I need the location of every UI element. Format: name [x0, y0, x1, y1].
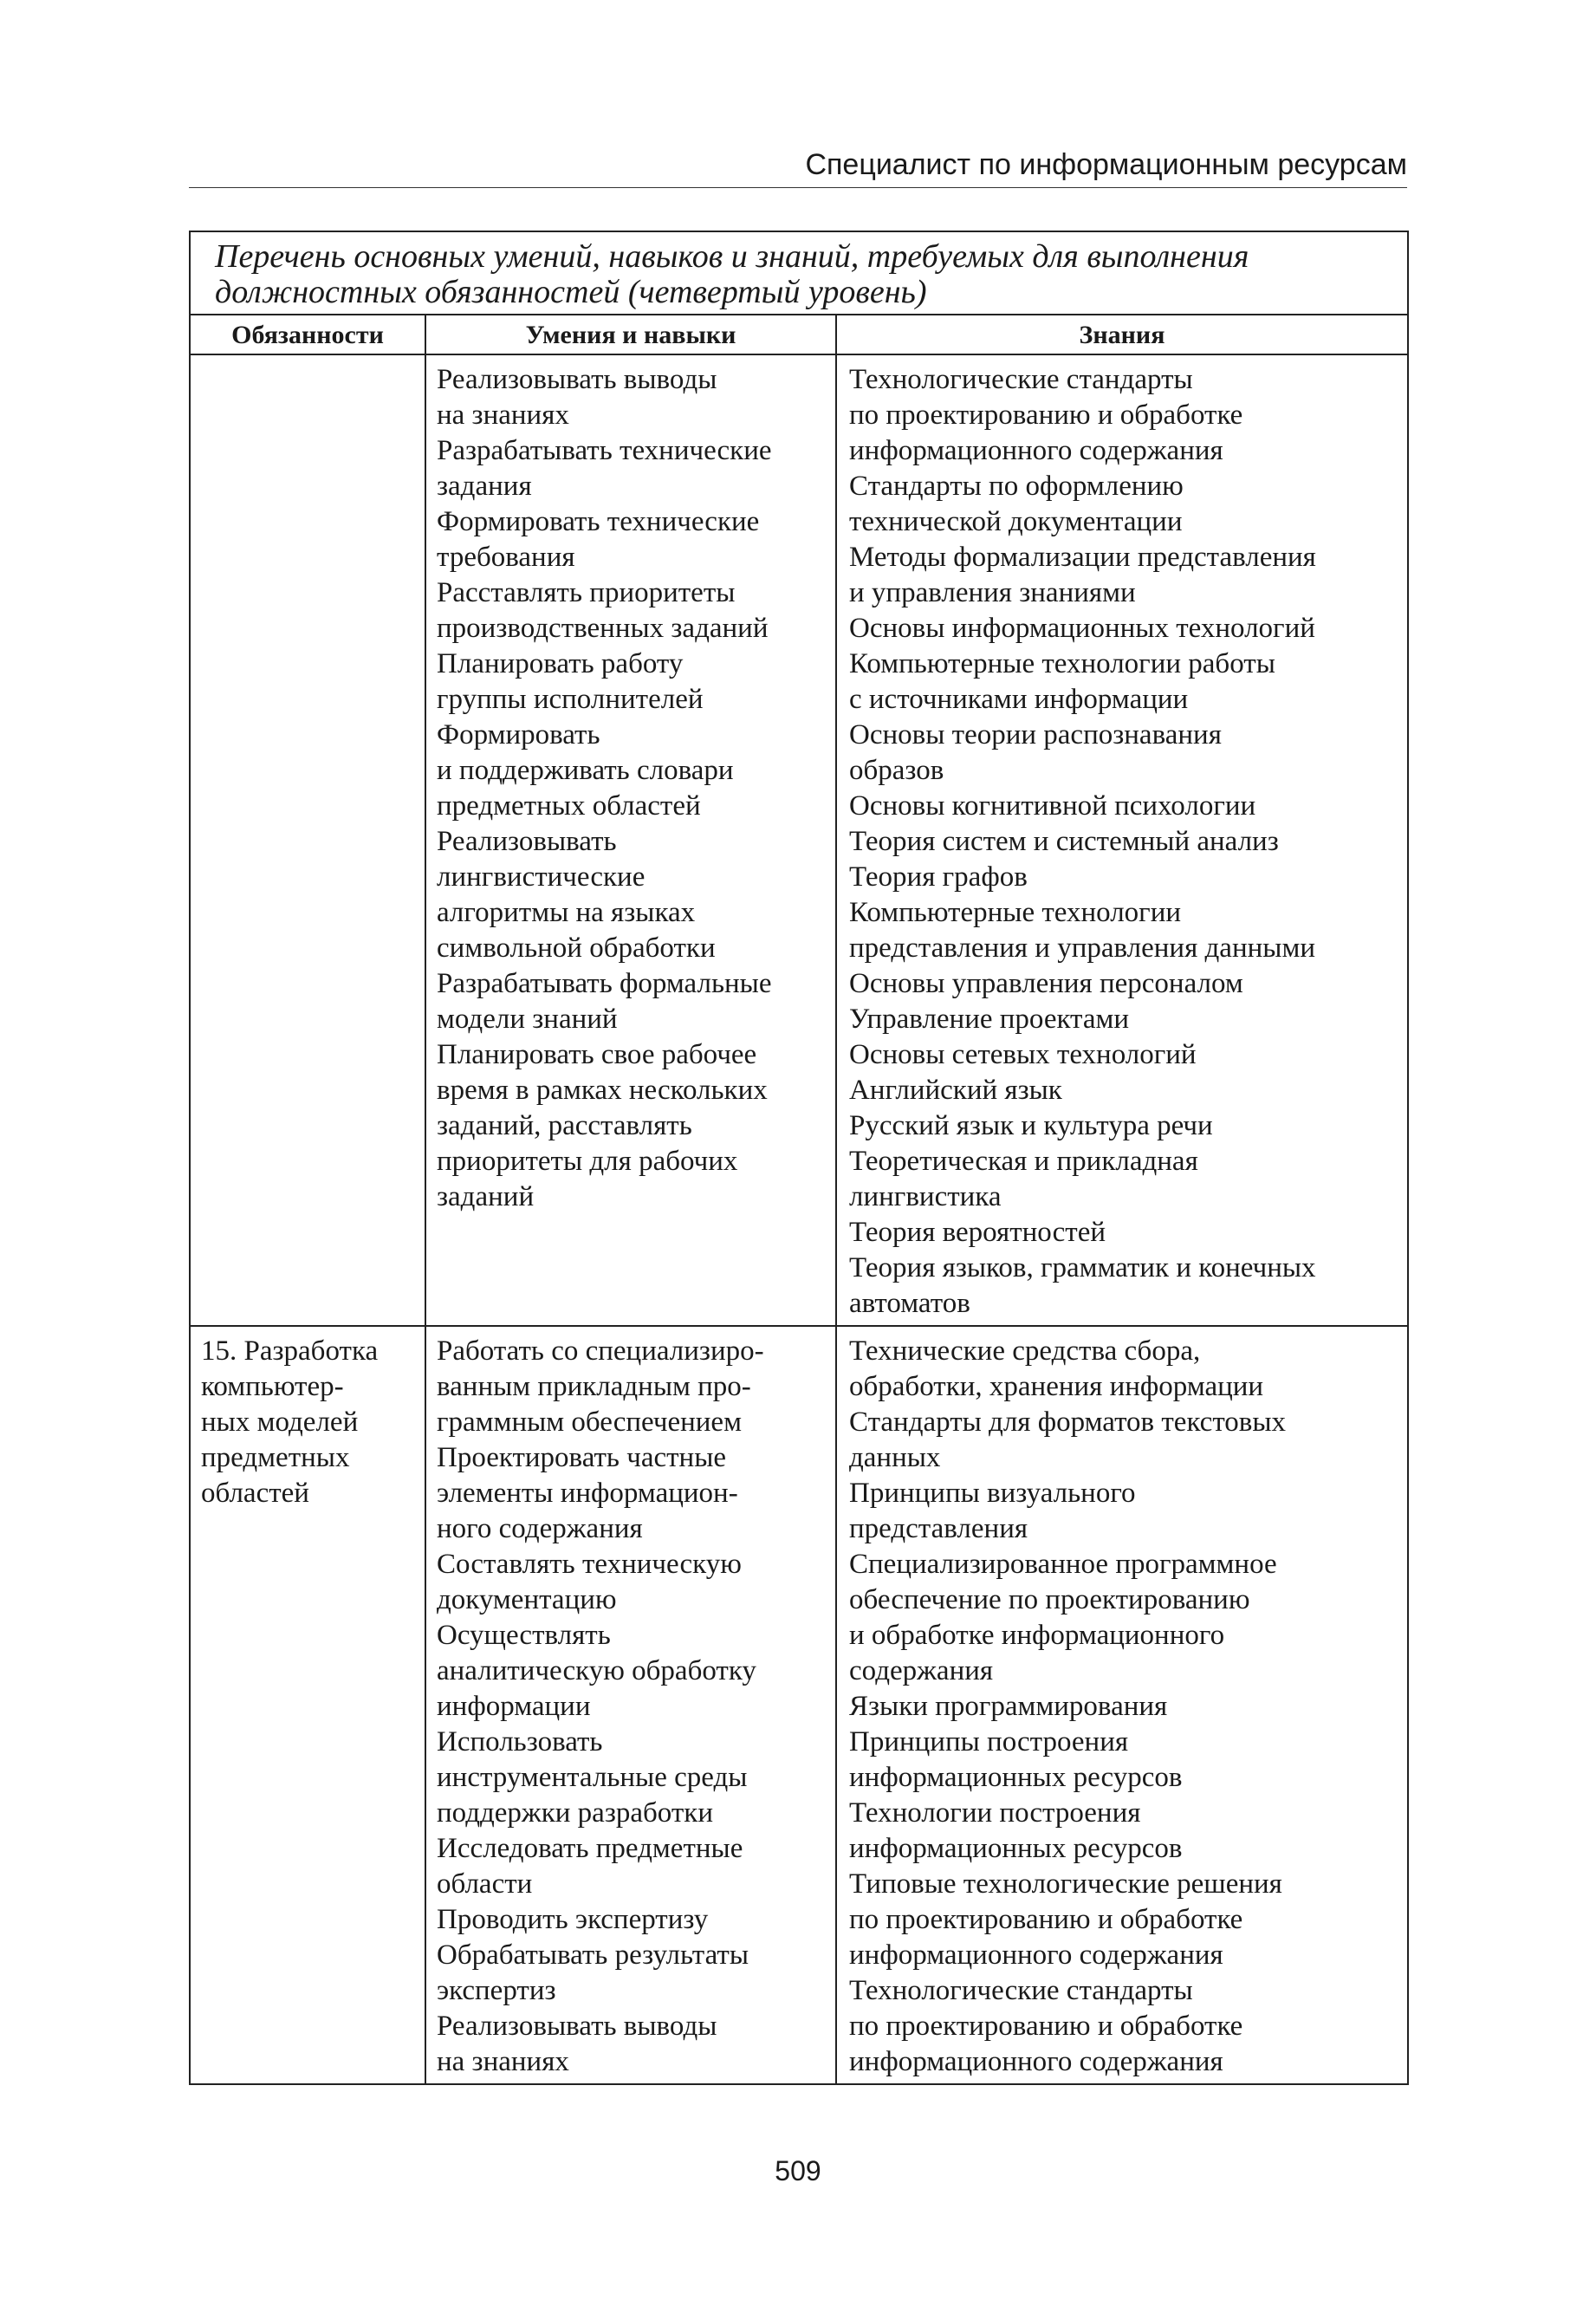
cell-line: образов: [849, 755, 944, 786]
cell-line: граммным обеспечением: [437, 1407, 742, 1438]
cell-line: алгоритмы на языках: [437, 897, 696, 928]
cell-line: Методы формализации представления: [849, 542, 1316, 573]
cell-line: требования: [437, 542, 575, 573]
cell-line: ных моделей: [201, 1407, 359, 1438]
cell-line: Теория вероятностей: [849, 1217, 1106, 1248]
cell-line: Компьютерные технологии: [849, 897, 1182, 928]
cell-line: Специализированное программное: [849, 1549, 1277, 1580]
cell-line: Стандарты для форматов текстовых: [849, 1407, 1287, 1438]
caption-line: должностных обязанностей (четвертый уровень): [215, 274, 927, 310]
cell-line: Технологические стандарты: [849, 364, 1193, 395]
skills-cell: [425, 1326, 836, 2084]
cell-line: Принципы построения: [849, 1726, 1129, 1757]
cell-line: и управления знаниями: [849, 577, 1136, 608]
cell-line: Типовые технологические решения: [849, 1868, 1282, 1900]
header-row: [190, 315, 1408, 354]
cell-line: Разрабатывать технические: [437, 435, 772, 466]
cell-line: информационного содержания: [849, 1939, 1223, 1971]
cell-line: предметных областей: [437, 790, 701, 822]
cell-line: Английский язык: [849, 1075, 1062, 1106]
cell-line: Расставлять приоритеты: [437, 577, 736, 608]
cell-line: поддержки разработки: [437, 1797, 713, 1829]
cell-line: Управление проектами: [849, 1004, 1130, 1035]
cell-line: Теория языков, грамматик и конечных: [849, 1252, 1316, 1283]
duty-cell: [190, 1326, 425, 2084]
cell-line: Разрабатывать формальные: [437, 968, 772, 999]
cell-line: содержания: [849, 1655, 994, 1686]
cell-line: лингвистика: [849, 1181, 1002, 1212]
column-header-skills: Умения и навыки: [425, 315, 836, 354]
cell-line: Проводить экспертизу: [437, 1904, 709, 1935]
cell-line: Теория графов: [849, 861, 1028, 893]
cell-line: заданий: [437, 1181, 535, 1212]
cell-line: элементы информацион-: [437, 1478, 738, 1509]
cell-line: Стандарты по оформлению: [849, 471, 1184, 502]
cell-line: предметных: [201, 1442, 350, 1473]
cell-line: технической документации: [849, 506, 1183, 537]
cell-line: группы исполнителей: [437, 684, 704, 715]
cell-line: Планировать работу: [437, 648, 684, 679]
cell-line: Основы теории распознавания: [849, 719, 1222, 750]
cell-line: компьютер-: [201, 1371, 344, 1402]
cell-line: автоматов: [849, 1288, 970, 1319]
cell-line: лингвистические: [437, 861, 646, 893]
cell-line: Основы когнитивной психологии: [849, 790, 1256, 822]
cell-line: Планировать свое рабочее: [437, 1039, 757, 1070]
cell-line: обработки, хранения информации: [849, 1371, 1264, 1402]
cell-line: 15. Разработка: [201, 1335, 379, 1367]
cell-line: информации: [437, 1691, 591, 1722]
cell-line: Реализовывать выводы: [437, 2011, 717, 2042]
cell-line: Языки программирования: [849, 1691, 1168, 1722]
cell-line: ванным прикладным про-: [437, 1371, 751, 1402]
cell-line: Русский язык и культура речи: [849, 1110, 1213, 1141]
cell-line: документацию: [437, 1584, 617, 1615]
cell-line: информационного содержания: [849, 435, 1223, 466]
knowledge-cell: [836, 1326, 1408, 2084]
cell-line: задания: [437, 471, 532, 502]
cell-line: Осуществлять: [437, 1620, 611, 1651]
knowledge-cell: [836, 354, 1408, 1326]
competency-table: [189, 231, 1409, 2085]
skills-cell: [425, 354, 836, 1326]
header-rule: [189, 187, 1407, 188]
table-row: [190, 1326, 1408, 2084]
cell-line: Формировать: [437, 719, 600, 750]
cell-line: Составлять техническую: [437, 1549, 742, 1580]
cell-line: на знаниях: [437, 2046, 569, 2077]
cell-line: время в рамках нескольких: [437, 1075, 768, 1106]
cell-line: производственных заданий: [437, 613, 769, 644]
cell-line: информационных ресурсов: [849, 1762, 1183, 1793]
cell-line: на знаниях: [437, 400, 569, 431]
cell-line: Формировать технические: [437, 506, 760, 537]
cell-line: Реализовывать: [437, 826, 617, 857]
cell-line: инструментальные среды: [437, 1762, 748, 1793]
cell-line: Теория систем и системный анализ: [849, 826, 1279, 857]
cell-line: Основы управления персоналом: [849, 968, 1243, 999]
cell-line: Технические средства сбора,: [849, 1335, 1201, 1367]
cell-line: Работать со специализиро-: [437, 1335, 764, 1367]
cell-line: Использовать: [437, 1726, 603, 1757]
caption-row: [190, 231, 1408, 315]
cell-line: приоритеты для рабочих: [437, 1146, 738, 1177]
cell-line: Реализовывать выводы: [437, 364, 717, 395]
cell-line: обеспечение по проектированию: [849, 1584, 1250, 1615]
cell-line: символьной обработки: [437, 932, 716, 964]
duty-cell: [190, 354, 425, 1326]
column-header-duties: Обязанности: [190, 315, 425, 354]
cell-line: Теоретическая и прикладная: [849, 1146, 1198, 1177]
table-row: [190, 354, 1408, 1326]
cell-line: Технологические стандарты: [849, 1975, 1193, 2006]
cell-line: ного содержания: [437, 1513, 643, 1544]
cell-line: областей: [201, 1478, 309, 1509]
cell-line: представления и управления данными: [849, 932, 1315, 964]
page-number: 509: [775, 2155, 821, 2186]
cell-line: представления: [849, 1513, 1028, 1544]
cell-line: Основы информационных технологий: [849, 613, 1315, 644]
cell-line: области: [437, 1868, 533, 1900]
cell-line: Технологии построения: [849, 1797, 1141, 1829]
cell-line: по проектированию и обработке: [849, 2011, 1243, 2042]
cell-line: Компьютерные технологии работы: [849, 648, 1275, 679]
cell-line: Основы сетевых технологий: [849, 1039, 1197, 1070]
cell-line: и поддерживать словари: [437, 755, 734, 786]
cell-line: экспертиз: [437, 1975, 556, 2006]
caption-line: Перечень основных умений, навыков и знаний, требуемых для выполнения: [215, 238, 1249, 275]
cell-line: заданий, расставлять: [437, 1110, 692, 1141]
cell-line: информационного содержания: [849, 2046, 1223, 2077]
cell-line: Исследовать предметные: [437, 1833, 743, 1864]
cell-line: аналитическую обработку: [437, 1655, 756, 1686]
cell-line: по проектированию и обработке: [849, 400, 1243, 431]
cell-line: информационных ресурсов: [849, 1833, 1183, 1864]
cell-line: с источниками информации: [849, 684, 1189, 715]
cell-line: модели знаний: [437, 1004, 618, 1035]
cell-line: и обработке информационного: [849, 1620, 1225, 1651]
cell-line: данных: [849, 1442, 941, 1473]
column-header-knowledge: Знания: [836, 315, 1408, 354]
table-caption: [190, 231, 1408, 315]
cell-line: Обрабатывать результаты: [437, 1939, 749, 1971]
cell-line: Принципы визуального: [849, 1478, 1136, 1509]
cell-line: Проектировать частные: [437, 1442, 727, 1473]
running-head: Специалист по информационным ресурсам: [805, 148, 1407, 181]
cell-line: по проектированию и обработке: [849, 1904, 1243, 1935]
